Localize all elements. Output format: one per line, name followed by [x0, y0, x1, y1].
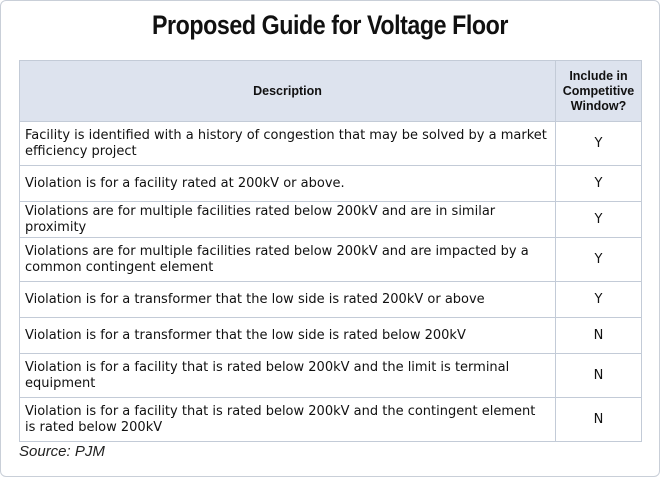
table-row: [20, 166, 642, 202]
table-row: [20, 398, 642, 442]
row-include-value: Y: [556, 282, 642, 318]
row-description: Violation is for a transformer that the low side is rated 200kV or above: [20, 282, 556, 318]
table-row: [20, 202, 642, 238]
page-title: Proposed Guide for Voltage Floor: [151, 10, 509, 40]
description-column-header: Description: [20, 61, 556, 122]
row-include-value: N: [556, 354, 642, 398]
row-include-value: Y: [556, 238, 642, 282]
row-description: Violations are for multiple facilities rated below 200kV and are impacted by a common contingent element: [20, 238, 556, 282]
row-description: Facility is identified with a history of congestion that may be solved by a market efficiency project: [20, 122, 556, 166]
source-note: Source: PJM: [19, 443, 105, 460]
table-row: [20, 318, 642, 354]
include-column-header: Include in Competitive Window?: [556, 61, 642, 122]
row-include-value: Y: [556, 202, 642, 238]
table-row: [20, 238, 642, 282]
row-description: Violation is for a facility rated at 200kV or above.: [20, 166, 556, 202]
table-row: [20, 282, 642, 318]
row-include-value: Y: [556, 166, 642, 202]
row-description: Violations are for multiple facilities rated below 200kV and are in similar proximity: [20, 202, 556, 238]
voltage-floor-table: [19, 60, 642, 442]
row-description: Violation is for a facility that is rated below 200kV and the contingent element is rated below 200kV: [20, 398, 556, 442]
row-description: Violation is for a facility that is rated below 200kV and the limit is terminal equipment: [20, 354, 556, 398]
row-include-value: N: [556, 398, 642, 442]
row-description: Violation is for a transformer that the low side is rated below 200kV: [20, 318, 556, 354]
table-row: [20, 354, 642, 398]
row-include-value: Y: [556, 122, 642, 166]
table-header-row: [20, 61, 642, 122]
table-row: [20, 122, 642, 166]
row-include-value: N: [556, 318, 642, 354]
